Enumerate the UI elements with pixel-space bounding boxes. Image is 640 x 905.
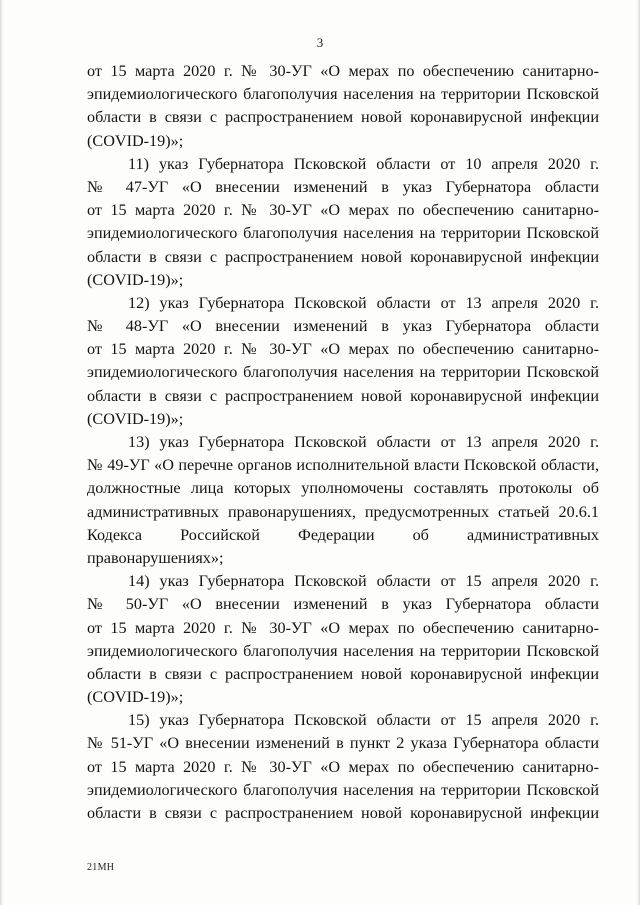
text-line: области в связи с распространением новой коронавирусной инфекции [87, 664, 599, 683]
text-line: (COVID-19)»; [87, 409, 184, 428]
text-line: правонарушениях»; [87, 548, 224, 567]
text-line: № 49-УГ «О перечне органов исполнительной власти Псковской области, [87, 456, 599, 475]
text-line: № 47-УГ «О внесении изменений в указ Губернатора области [87, 177, 599, 196]
text-line: (COVID-19)»; [87, 131, 184, 150]
text-line: эпидемиологического благополучия населения на территории Псковской [87, 224, 599, 243]
text-line: эпидемиологического благополучия населения на территории Псковской [87, 85, 599, 104]
text-line: административных правонарушениях, предусмотренных статьей 20.6.1 [87, 502, 599, 521]
text-line: от 15 марта 2020 г. № 30-УГ «О мерах по обеспечению санитарно- [87, 340, 599, 359]
text-line: 11) указ Губернатора Псковской области от 10 апреля 2020 г. [128, 154, 599, 173]
text-line: области в связи с распространением новой коронавирусной инфекции [87, 108, 599, 127]
text-line: (COVID-19)»; [87, 688, 184, 707]
text-line: № 50-УГ «О внесении изменений в указ Губернатора области [87, 595, 599, 614]
footer-code: 21МН [87, 862, 115, 873]
page-number: 3 [316, 35, 324, 50]
text-line: № 51-УГ «О внесении изменений в пункт 2 указа Губернатора области [87, 734, 599, 753]
document-body [87, 60, 599, 825]
text-line: Кодекса Российской Федерации об административных [87, 525, 599, 544]
text-line: 13) указ Губернатора Псковской области от 13 апреля 2020 г. [128, 433, 599, 451]
text-line: от 15 марта 2020 г. № 30-УГ «О мерах по обеспечению санитарно- [87, 757, 599, 776]
text-line: от 15 марта 2020 г. № 30-УГ «О мерах по обеспечению санитарно- [87, 62, 599, 80]
text-line: от 15 марта 2020 г. № 30-УГ «О мерах по обеспечению санитарно- [87, 618, 599, 637]
text-line: эпидемиологического благополучия населения на территории Псковской [87, 780, 599, 799]
text-line: области в связи с распространением новой коронавирусной инфекции [87, 804, 599, 822]
scan-edge-left [0, 0, 3, 905]
text-line: 14) указ Губернатора Псковской области от 15 апреля 2020 г. [128, 572, 599, 591]
text-line: от 15 марта 2020 г. № 30-УГ «О мерах по обеспечению санитарно- [87, 201, 599, 220]
text-line: области в связи с распространением новой коронавирусной инфекции [87, 247, 599, 266]
text-line: (COVID-19)»; [87, 270, 184, 289]
text-line: области в связи с распространением новой коронавирусной инфекции [87, 386, 599, 405]
text-line: № 48-УГ «О внесении изменений в указ Губернатора области [87, 317, 599, 336]
text-line: должностные лица которых уполномочены составлять протоколы об [87, 479, 599, 498]
text-line: эпидемиологического благополучия населения на территории Псковской [87, 641, 599, 660]
text-line: эпидемиологического благополучия населения на территории Псковской [87, 363, 599, 382]
text-line: 15) указ Губернатора Псковской области от 15 апреля 2020 г. [128, 711, 599, 730]
text-line: 12) указ Губернатора Псковской области от 13 апреля 2020 г. [128, 293, 599, 312]
